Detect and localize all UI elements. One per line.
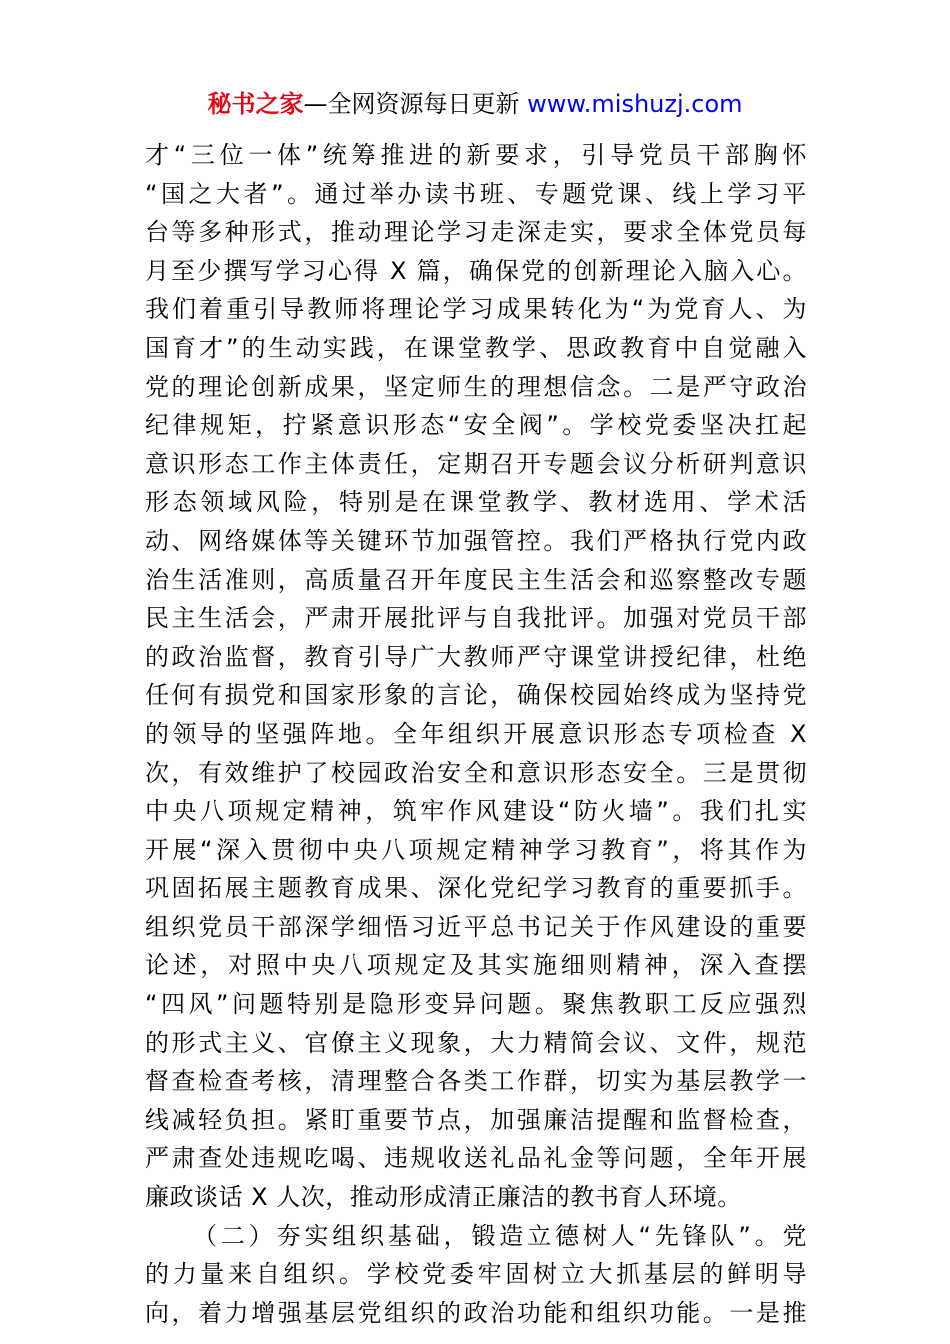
text-line: 月至少撰写学习心得 X 篇，确保党的创新理论入脑入心。 — [145, 256, 807, 285]
text-line: 我们着重引导教师将理论学习成果转化为“为党育人、为 — [145, 295, 807, 324]
text-line: 廉政谈话 X 人次，推动形成清正廉洁的教书育人环境。 — [145, 1183, 742, 1212]
text-line: 的领导的坚强阵地。全年组织开展意识形态专项检查 X — [145, 719, 807, 748]
document-body — [145, 136, 807, 1332]
section-heading-line: （二）夯实组织基础，锻造立德树人“先锋队”。党 — [193, 1221, 807, 1250]
site-tagline: —全网资源每日更新 — [303, 90, 528, 118]
text-line: 论述，对照中央八项规定及其实施细则精神，深入查摆 — [145, 951, 807, 980]
text-line: “国之大者”。通过举办读书班、专题党课、线上学习平 — [145, 179, 807, 208]
site-brand: 秘书之家 — [207, 90, 304, 118]
text-line: 治生活准则，高质量召开年度民主生活会和巡察整改专题 — [145, 565, 807, 594]
text-line: 向，着力增强基层党组织的政治功能和组织功能。一是推 — [145, 1298, 807, 1327]
text-line: 督查检查考核，清理整合各类工作群，切实为基层教学一 — [145, 1067, 807, 1096]
text-line: 严肃查处违规吃喝、违规收送礼品礼金等问题，全年开展 — [145, 1144, 807, 1173]
text-line: 国育才”的生动实践，在课堂教学、思政教育中自觉融入 — [145, 333, 807, 362]
text-line: 形态领域风险，特别是在课堂教学、教材选用、学术活 — [145, 488, 807, 517]
text-line: 台等多种形式，推动理论学习走深走实，要求全体党员每 — [145, 218, 807, 247]
text-line: 巩固拓展主题教育成果、深化党纪学习教育的重要抓手。 — [145, 874, 807, 903]
text-line: 线减轻负担。紧盯重要节点，加强廉洁提醒和监督检查， — [145, 1105, 807, 1134]
text-line: 党的理论创新成果，坚定师生的理想信念。二是严守政治 — [145, 372, 807, 401]
text-line: 组织党员干部深学细悟习近平总书记关于作风建设的重要 — [145, 912, 807, 941]
text-line: 动、网络媒体等关键环节加强管控。我们严格执行党内政 — [145, 526, 807, 555]
text-line: 的形式主义、官僚主义现象，大力精简会议、文件，规范 — [145, 1028, 807, 1057]
text-line: 开展“深入贯彻中央八项规定精神学习教育”，将其作为 — [145, 835, 807, 864]
text-line: 民主生活会，严肃开展批评与自我批评。加强对党员干部 — [145, 604, 807, 633]
site-url-link[interactable]: www.mishuzj.com — [527, 90, 743, 118]
text-line: 才“三位一体”统筹推进的新要求，引导党员干部胸怀 — [145, 141, 807, 169]
text-line: 的力量来自组织。学校党委牢固树立大抓基层的鲜明导 — [145, 1260, 807, 1289]
text-line: 任何有损党和国家形象的言论，确保校园始终成为坚持党 — [145, 681, 807, 710]
text-line: 纪律规矩，拧紧意识形态“安全阀”。学校党委坚决扛起 — [145, 411, 807, 440]
text-line: 意识形态工作主体责任，定期召开专题会议分析研判意识 — [145, 449, 807, 478]
page-header — [0, 86, 950, 122]
text-line: 中央八项规定精神，筑牢作风建设“防火墙”。我们扎实 — [145, 797, 807, 826]
text-line: 次，有效维护了校园政治安全和意识形态安全。三是贯彻 — [145, 758, 807, 787]
text-line: “四风”问题特别是隐形变异问题。聚焦教职工反应强烈 — [145, 990, 807, 1019]
text-line: 的政治监督，教育引导广大教师严守课堂讲授纪律，杜绝 — [145, 642, 807, 671]
